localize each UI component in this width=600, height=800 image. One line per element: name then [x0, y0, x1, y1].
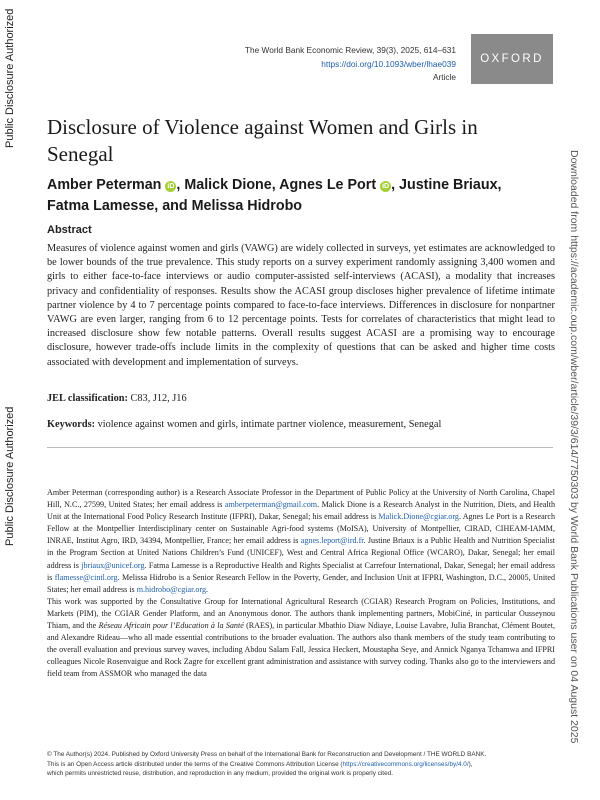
email-link[interactable]: m.hidrobo@cgiar.org [136, 584, 207, 594]
jel-codes: C83, J12, J16 [127, 393, 187, 404]
author-list [47, 175, 517, 217]
keywords-label: Keywords: [47, 419, 96, 430]
reuse-line: which permits unrestricted reuse, distribution, and reproduction in any medium, provided the original work is properly cited. [47, 770, 393, 777]
email-link[interactable]: flamesse@cintl.org [54, 572, 118, 582]
keywords-text: violence against women and girls, intimate partner violence, measurement, Senegal [95, 419, 442, 430]
orcid-icon[interactable]: iD [382, 183, 390, 190]
copyright-line: © The Author(s) 2024. Published by Oxford University Press on behalf of the International Bank for Reconstruction and Development / THE WORLD BANK. [47, 751, 487, 758]
email-link[interactable]: amberpeterman@gmail.com [224, 500, 318, 510]
author-group-4: Fatma Lamesse, and Melissa Hidrobo [47, 198, 303, 214]
journal-citation: The World Bank Economic Review, 39(3), 2025, 614–631 [244, 45, 456, 55]
journal-header [236, 44, 456, 85]
author-group-3: , Justine Briaux, [391, 177, 502, 193]
author-peterman: Amber Peterman [47, 177, 162, 193]
public-disclosure-stamp-top: Public Disclosure Authorized [4, 8, 16, 148]
keywords [47, 419, 441, 430]
email-link[interactable]: agnes.leport@ird.fr [300, 536, 364, 546]
copyright-notice [47, 750, 567, 779]
abstract-heading: Abstract [47, 224, 92, 236]
license-link[interactable]: https://creativecommons.org/licenses/by/4.0/ [342, 760, 469, 768]
abstract-text: Measures of violence against women and girls (VAWG) are widely collected in surveys, yet estimates are acknowledged to be lower bounds of the true prevalence. This study reports on a survey experiment randomly assigning 3,400 women and girls to either face-to-face interviews or audio computer-assisted self-interviews (ACASI), a modality that increases privacy and confidentiality of responses. Results show the ACASI group discloses higher prevalence of lifetime intimate partner violence by 4 to 7 percentage points compared to face-to-face interviews. Differences in disclosure for nonpartner VAWG are even larger, ranging from 6 to 12 percentage points. Tests for correlates of characteristics that might lead to increased disclosure show few notable patterns. Overall results suggest ACASI are a promising way to encourage disclosure, however trade-offs include limits in the complexity of questions that can be asked and higher time costs associated with development and implementation of surveys. [47, 243, 555, 368]
jel-label: JEL classification: [47, 393, 128, 404]
license-line: This is an Open Access article distributed under the terms of the Creative Commons Attribution License (https://creativecommons.org/licenses/by/4.0/), [47, 760, 473, 768]
email-link[interactable]: jbriaux@unicef.org [81, 560, 145, 570]
article-title: Disclosure of Violence against Women and Girls in Senegal [47, 115, 478, 166]
orcid-icon[interactable]: iD [167, 183, 175, 190]
oxford-logo: OXFORD [471, 34, 553, 84]
doi-link[interactable]: https://doi.org/10.1093/wber/lhae039 [321, 58, 456, 69]
download-notice: Downloaded from https://academic.oup.com/wber/article/39/3/614/7750303 by World Bank Publications user on 04 August 2025 [568, 150, 580, 744]
author-footnote: Amber Peterman (corresponding author) is a Research Associate Professor in the Department of Public Policy at the University of North Carolina, Chapel Hill, N.C., 27599, United States; her email address is amberpeterman@gmail.com. Malick Dione is a Research Analyst in the Nutrition, Diets, and Health Unit at the International Food Policy Research Institute (IFPRI), Dakar, Senegal; his email address is Malick.Dione@cgiar.org. Agnes Le Port is a Research Fellow at the Montpellier Interdisciplinary center on Sustainable Agri-food systems (MoISA), University of Montpellier, CIRAD, CIHEAM-IAMM, INRAE, Institut Agro, IRD, 34394, Montpellier, France; her email address is agnes.leport@ird.fr. Justine Briaux is a Public Health and Nutrition Specialist in the Program Section at United Nations Children’s Fund (UNICEF), West and Central Africa Regional Office (WCARO), Dakar, Senegal; her email address is jbriaux@unicef.org. Fatma Lamesse is a Reproductive Health and Rights Specialist at Carrefour International, Dakar, Senegal; her email address is flamesse@cintl.org. Melissa Hidrobo is a Senior Research Fellow in the Poverty, Gender, and Inclusion Unit at IFPRI, Washington, D.C., 20005, United States; her email address is m.hidrobo@cgiar.org. This work was supported by the Consultative Group for International Agricultural Research (CGIAR) Research Program on Policies, Institutions, and Markets (PIM), the CGIAR Gender Platform, and an Anonymous donor. The authors thank implementing partners, MobiCiné, in particular Ousseynou Thiam, and the Réseau Africain pour l’Education à la Santé (RAES), in particular Mbathio Diaw Ndiaye, Louise Lavabre, Julia Branchat, Clément Boutet, and Alexandre Rideau—who all made essential contributions to the broader evaluation. The authors also thank members of the study team contributing to the overall evaluation and previous survey waves, including Abdou Salam Fall, Jessica Heckert, Moustapha Seye, and Annick Nganya Tchamwa and IFPRI colleagues Nicole Rosenvaigue and Rock Zagre for excellent grant administration and assistance with survey coding. Thanks also go to the interviewers and field team from ASSMOR who managed the data [47, 488, 556, 679]
divider [47, 447, 553, 448]
jel-classification [47, 393, 187, 404]
email-link[interactable]: Malick.Dione@cgiar.org [378, 512, 459, 522]
acknowledgements: This work was supported by the Consultative Group for International Agricultural Research (CGIAR) Research Program on Policies, Institutions, and Markets (PIM), the CGIAR Gender Platform, and an Anonymous donor. The authors thank implementing partners, MobiCiné, in particular Ousseynou Thiam, and the [47, 596, 555, 631]
author-group-2: , Malick Dione, Agnes Le Port [176, 177, 377, 193]
article-type: Article [432, 72, 456, 82]
raes-name: Réseau Africain pour l’Education à la Santé [98, 621, 244, 631]
public-disclosure-stamp-bottom: Public Disclosure Authorized [4, 406, 16, 546]
